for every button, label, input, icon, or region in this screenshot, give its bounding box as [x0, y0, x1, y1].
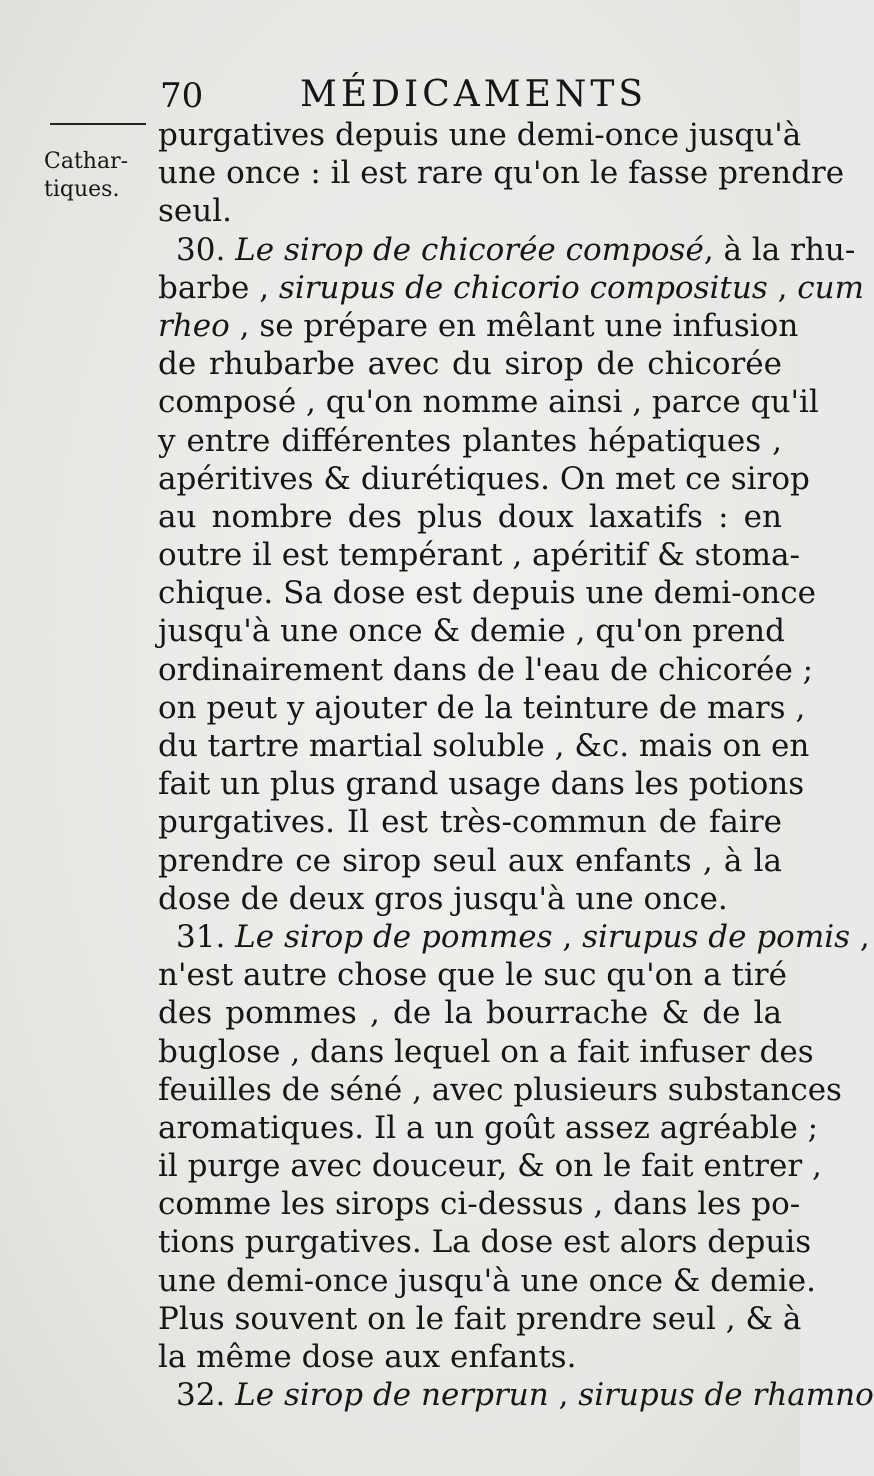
text-line	[158, 1185, 801, 1223]
italic-span: sirupus de pomis	[582, 918, 851, 955]
text-span: ,	[850, 918, 870, 955]
text-span: seul.	[158, 193, 232, 230]
text-line	[158, 689, 806, 727]
margin-note-line: tiques.	[44, 177, 120, 202]
text-span: fait un plus grand usage dans les potions	[158, 766, 805, 803]
text-span: buglose , dans lequel on a fait infuser des	[158, 1033, 814, 1070]
text-span: tions purgatives. La dose est alors depuis	[158, 1224, 812, 1261]
text-span: une once : il est rare qu'on le fasse prendre	[158, 155, 845, 192]
text-span: apéritives & diurétiques. On met ce sirop	[158, 460, 810, 497]
italic-span: Le sirop de pommes	[235, 918, 553, 955]
text-line	[158, 1223, 812, 1261]
text-line	[158, 994, 782, 1032]
text-span: il purge avec douceur, & on le fait entrer ,	[158, 1148, 822, 1185]
text-line	[158, 1338, 782, 1376]
text-line	[158, 192, 782, 230]
italic-span: cum	[797, 269, 865, 306]
text-span: 30.	[176, 231, 236, 268]
text-line	[158, 956, 787, 994]
text-span: composé , qu'on nomme ainsi , parce qu'il	[158, 384, 819, 421]
text-line	[158, 842, 782, 880]
text-span: du tartre martial soluble , &c. mais on en	[158, 728, 810, 764]
page-number: 70	[160, 76, 204, 116]
text-span: 32.	[176, 1377, 236, 1414]
page-header	[160, 74, 780, 122]
text-span: prendre ce sirop seul aux enfants , à la	[158, 842, 782, 879]
text-span: purgatives depuis une demi-once jusqu'à	[158, 117, 802, 153]
italic-span: sirupus de rhamno	[578, 1377, 874, 1414]
text-line	[158, 880, 782, 918]
text-span: on peut y ajouter de la teinture de mars ,	[158, 689, 806, 726]
text-span: dose de deux gros jusqu'à une once.	[158, 880, 728, 917]
body-text	[158, 116, 874, 1414]
text-span: chique. Sa dose est depuis une demi-once	[158, 575, 816, 612]
text-line	[158, 727, 810, 765]
text-span: ,	[552, 918, 583, 955]
text-span: , à la rhu-	[703, 231, 856, 268]
margin-note	[44, 148, 154, 204]
italic-span: rheo	[158, 307, 230, 344]
text-span: ,	[548, 1377, 579, 1414]
text-line	[158, 1300, 802, 1338]
text-line	[158, 422, 782, 460]
text-span: Plus souvent on le fait prendre seul , & à	[158, 1300, 802, 1337]
text-span: , se prépare en mêlant une infusion	[229, 307, 799, 344]
text-line	[158, 307, 799, 345]
text-line	[158, 460, 810, 498]
text-line	[158, 383, 819, 421]
running-title: MÉDICAMENTS	[300, 74, 648, 115]
text-line	[158, 1033, 814, 1071]
text-line	[158, 498, 782, 536]
text-span: jusqu'à une once & demie , qu'on prend	[158, 613, 785, 650]
text-line	[158, 1071, 842, 1109]
text-span: comme les sirops ci-dessus , dans les po-	[158, 1186, 801, 1223]
text-span: barbe ,	[158, 269, 279, 306]
text-line	[158, 116, 802, 154]
text-span: outre il est tempérant , apéritif & stoma-	[158, 537, 800, 574]
italic-span: sirupus de chicorio compositus	[278, 269, 768, 306]
text-span: y entre différentes plantes hépatiques ,	[158, 422, 782, 459]
text-span: la même dose aux enfants.	[158, 1339, 577, 1375]
text-span: n'est autre chose que le suc qu'on a tiré	[158, 957, 787, 994]
text-span: 31.	[176, 918, 236, 955]
text-line	[158, 803, 782, 841]
text-span: ordinairement dans de l'eau de chicorée ;	[158, 651, 814, 688]
text-span: une demi-once jusqu'à une once & demie.	[158, 1262, 816, 1299]
text-line	[158, 154, 845, 192]
text-line	[158, 651, 814, 689]
text-line	[158, 765, 805, 803]
text-line	[158, 536, 800, 574]
text-line	[158, 231, 856, 269]
text-span: de rhubarbe avec du sirop de chicorée	[158, 346, 782, 383]
text-line	[158, 269, 865, 307]
text-line	[158, 1109, 819, 1147]
text-span: au nombre des plus doux laxatifs : en	[158, 498, 782, 535]
text-line	[158, 1147, 822, 1185]
text-span: ,	[767, 269, 798, 306]
text-line	[158, 612, 785, 650]
text-span: purgatives. Il est très-commun de faire	[158, 804, 782, 841]
text-line	[158, 1376, 874, 1414]
margin-note-line: Cathar-	[44, 149, 129, 174]
text-line	[158, 574, 816, 612]
text-line	[158, 1262, 816, 1300]
italic-span: Le sirop de nerprun	[235, 1377, 549, 1414]
text-span: aromatiques. Il a un goût assez agréable ;	[158, 1109, 819, 1146]
text-span: des pommes , de la bourrache & de la	[158, 995, 782, 1032]
text-line	[158, 345, 782, 383]
text-span: feuilles de séné , avec plusieurs substances	[158, 1071, 842, 1108]
text-line	[158, 918, 870, 956]
italic-span: Le sirop de chicorée composé	[235, 231, 704, 268]
margin-rule	[50, 123, 146, 125]
